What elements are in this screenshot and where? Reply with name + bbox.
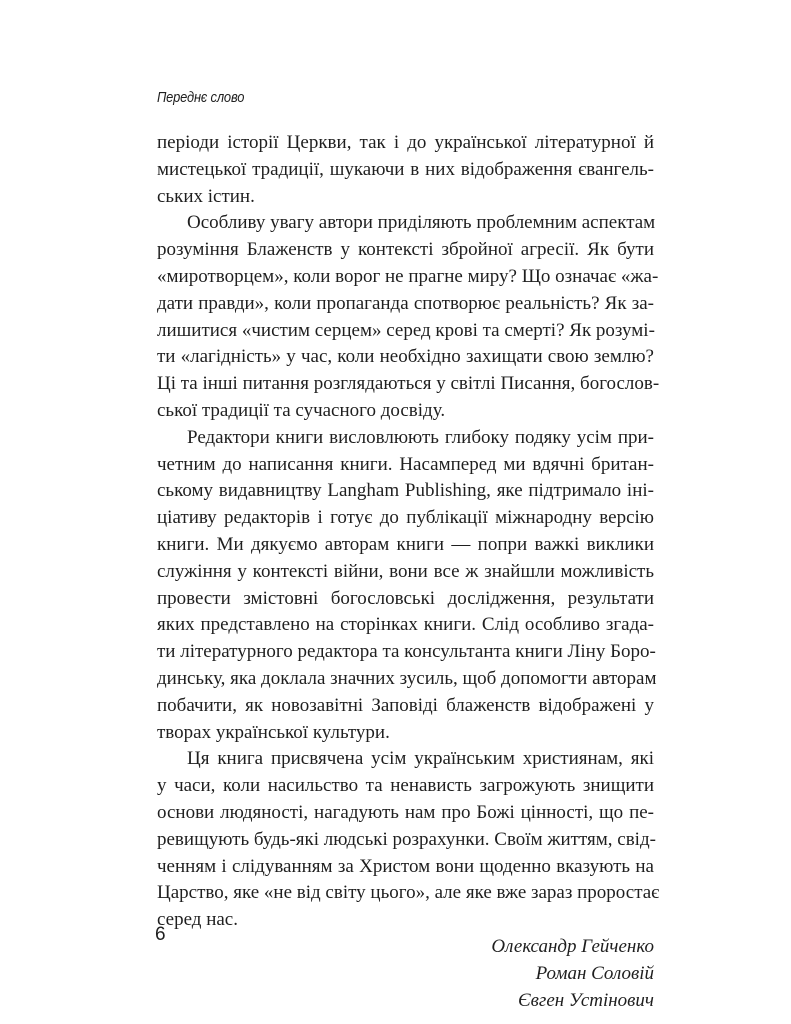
text-line: дати правди», коли пропаганда спотворює реальність? Як за- bbox=[157, 292, 654, 314]
text-line: четним до написання книги. Насамперед ми вдячні британ- bbox=[157, 453, 654, 475]
text-line: Особливу увагу автори приділяють проблемним аспектам bbox=[187, 212, 656, 234]
text-line: ціативу редакторів і готує до публікації міжнародну версію bbox=[157, 507, 654, 529]
text-line: провести змістовні богословські дослідження, результати bbox=[157, 587, 654, 609]
text-line: ревищують будь-які людські розрахунки. Своїм життям, свід- bbox=[157, 828, 656, 850]
text-line: мистецької традиції, шукаючи в них відображення євангель- bbox=[157, 158, 654, 180]
text-line: ському видавництву Langham Publishing, яке підтримало іні- bbox=[157, 480, 654, 502]
paragraph bbox=[157, 746, 660, 934]
text-line: побачити, як новозавітні Заповіді блаженств відображені у bbox=[157, 694, 654, 716]
text-line: лишитися «чистим серцем» серед крові та смерті? Як розумі- bbox=[157, 319, 655, 341]
text-line: ти літературного редактора та консультанта книги Ліну Боро- bbox=[157, 641, 656, 663]
text-line: ських істин. bbox=[157, 185, 255, 207]
paragraph bbox=[157, 130, 654, 210]
text-line: Ця книга присвячена усім українським християнам, які bbox=[187, 748, 654, 770]
text-line: Ці та інші питання розглядаються у світлі Писання, богослов- bbox=[157, 373, 660, 395]
signature-name: Євген Устінович bbox=[517, 989, 654, 1011]
text-line: динську, яка доклала значних зусиль, щоб допомогти авторам bbox=[157, 667, 657, 689]
text-line: ської традиції та сучасного досвіду. bbox=[157, 399, 446, 421]
paragraph bbox=[157, 210, 660, 424]
signatures bbox=[157, 934, 654, 1014]
text-line: основи людяності, нагадують нам про Божі цінності, що пе- bbox=[157, 801, 654, 823]
text-line: Царство, яке «не від світу цього», але яке вже зараз проростає bbox=[157, 882, 660, 904]
text-line: творах української культури. bbox=[157, 721, 390, 743]
signature-name: Роман Соловій bbox=[535, 962, 654, 984]
text-line: у часи, коли насильство та ненависть загрожують знищити bbox=[157, 775, 654, 797]
text-line: серед нас. bbox=[157, 909, 238, 931]
text-line: періоди історії Церкви, так і до української літературної й bbox=[157, 132, 654, 153]
paragraph bbox=[157, 425, 657, 747]
text-line: яких представлено на сторінках книги. Слід особливо згада- bbox=[157, 614, 654, 636]
text-line: служіння у контексті війни, вони все ж знайшли можливість bbox=[157, 560, 654, 582]
text-line: ченням і слідуванням за Христом вони щоденно вказують на bbox=[157, 855, 654, 877]
page-number: 6 bbox=[155, 924, 166, 945]
text-line: книги. Ми дякуємо авторам книги — попри важкі виклики bbox=[157, 533, 654, 555]
text-line: «миротворцем», коли ворог не прагне миру? Що означає «жа- bbox=[157, 265, 659, 287]
running-head: Переднє слово bbox=[157, 89, 245, 106]
text-line: розуміння Блаженств у контексті збройної агресії. Як бути bbox=[157, 239, 654, 261]
text-line: Редактори книги висловлюють глибоку подяку усім при- bbox=[187, 426, 654, 448]
text-line: ти «лагідність» у час, коли необхідно захищати свою землю? bbox=[157, 346, 654, 368]
body-text bbox=[157, 130, 660, 1014]
signature-name: Олександр Гейченко bbox=[491, 935, 654, 957]
